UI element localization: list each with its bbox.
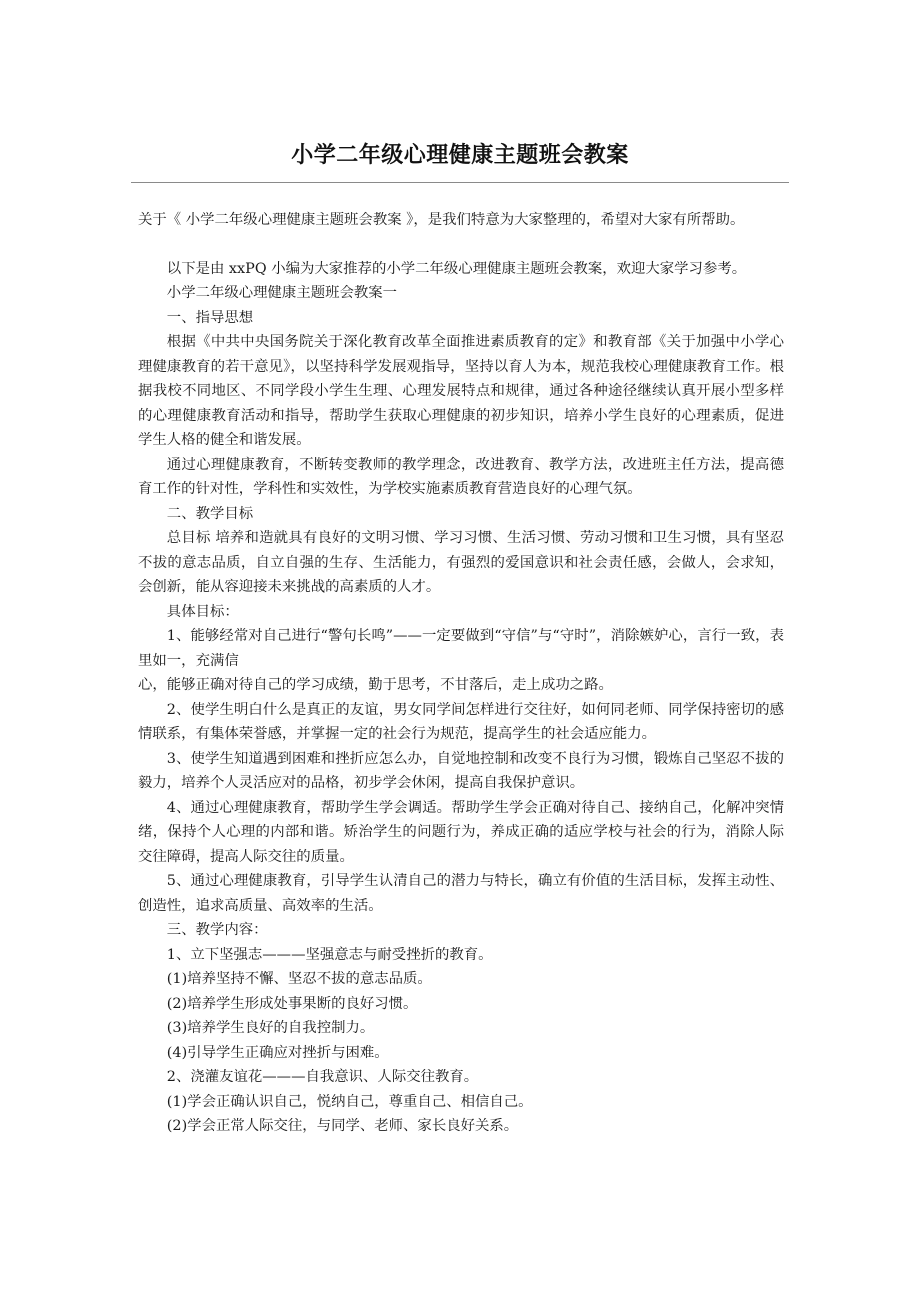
- heading-teaching-goals: 二、教学目标: [166, 505, 254, 522]
- heading-teaching-content: 三、教学内容：: [166, 922, 268, 938]
- list-item: 5、通过心理健康教育，引导学生认清自己的潜力与特长，确立有价值的生活目标，发挥主动性、创造性，追求高质量、高效率的生活。: [138, 873, 784, 914]
- list-item: 1、立下坚强志———坚强意志与耐受挫折的教育。: [166, 946, 493, 963]
- paragraph-gap: [138, 233, 784, 257]
- list-item: 1、能够经常对自己进行“警句长鸣”——一定要做到“守信”与“守时”，消除嫉妒心，言行一致，表里如一，充满信: [138, 628, 784, 669]
- paragraph-continuation: 心，能够正确对待自己的学习成绩，勤于思考，不甘落后，走上成功之路。: [138, 677, 613, 693]
- heading-guiding-thought: 一、指导思想: [166, 309, 254, 326]
- list-item: 2、浇灌友谊花———自我意识、人际交往教育。: [166, 1069, 479, 1085]
- document-body: [138, 208, 784, 1139]
- paragraph: 总目标 培养和造就具有良好的文明习惯、学习习惯、生活习惯、劳动习惯和卫生习惯，具有坚忍不拔的意志品质，自立自强的生存、生活能力，有强烈的爱国意识和社会责任感，会做人，会求知，会创新，能从容迎接未来挑战的高素质的人才。: [138, 530, 784, 595]
- list-item: (2)学会正常人际交往，与同学、老师、家长良好关系。: [166, 1118, 519, 1134]
- list-item: (1)学会正确认识自己，悦纳自己，尊重自己、相信自己。: [166, 1093, 533, 1110]
- list-item: (3)培养学生良好的自我控制力。: [166, 1020, 375, 1036]
- section-title: 小学二年级心理健康主题班会教案一: [166, 285, 398, 301]
- paragraph: 以下是由 xxPQ 小编为大家推荐的小学二年级心理健康主题班会教案，欢迎大家学习参考。: [166, 260, 747, 277]
- list-item: (1)培养坚持不懈、坚忍不拔的意志品质。: [166, 971, 432, 987]
- paragraph: 根据《中共中央国务院关于深化教育改革全面推进素质教育的定》和教育部《关于加强中小学心理健康教育的若干意见》，以坚持科学发展观指导，坚持以育人为本，规范我校心理健康教育工作。根据我校不同地区、不同学段小学生生理、心理发展特点和规律，通过各种途径继续认真开展小型多样的心理健康教育活动和指导，帮助学生获取心理健康的初步知识，培养小学生良好的心理素质，促进学生人格的健全和谐发展。: [138, 334, 784, 448]
- title-divider: [131, 182, 789, 183]
- list-item: 2、使学生明白什么是真正的友谊，男女同学间怎样进行交往好，如何同老师、同学保持密切的感情联系，有集体荣誉感，并掌握一定的社会行为规范，提高学生的社会适应能力。: [138, 701, 784, 742]
- heading-specific-goals: 具体目标：: [166, 603, 239, 620]
- list-item: (4)引导学生正确应对挫折与困难。: [166, 1044, 389, 1061]
- document-title: 小学二年级心理健康主题班会教案: [291, 143, 629, 168]
- list-item: 3、使学生知道遇到困难和挫折应怎么办，自觉地控制和改变不良行为习惯，锻炼自己坚忍不拔的毅力，培养个人灵活应对的品格，初步学会休闲，提高自我保护意识。: [138, 750, 784, 791]
- list-item: (2)培养学生形成处事果断的良好习惯。: [166, 995, 418, 1012]
- paragraph: 通过心理健康教育，不断转变教师的教学理念，改进教育、教学方法，改进班主任方法，提高德育工作的针对性，学科性和实效性，为学校实施素质教育营造良好的心理气氛。: [138, 456, 784, 497]
- intro-paragraph: 关于《 小学二年级心理健康主题班会教案 》，是我们特意为大家整理的，希望对大家有所帮助。: [138, 212, 745, 228]
- list-item: 4、通过心理健康教育，帮助学生学会调适。帮助学生学会正确对待自己、接纳自己，化解冲突情绪，保持个人心理的内部和谐。矫治学生的问题行为，养成正确的适应学校与社会的行为，消除人际交往障碍，提高人际交往的质量。: [138, 799, 784, 865]
